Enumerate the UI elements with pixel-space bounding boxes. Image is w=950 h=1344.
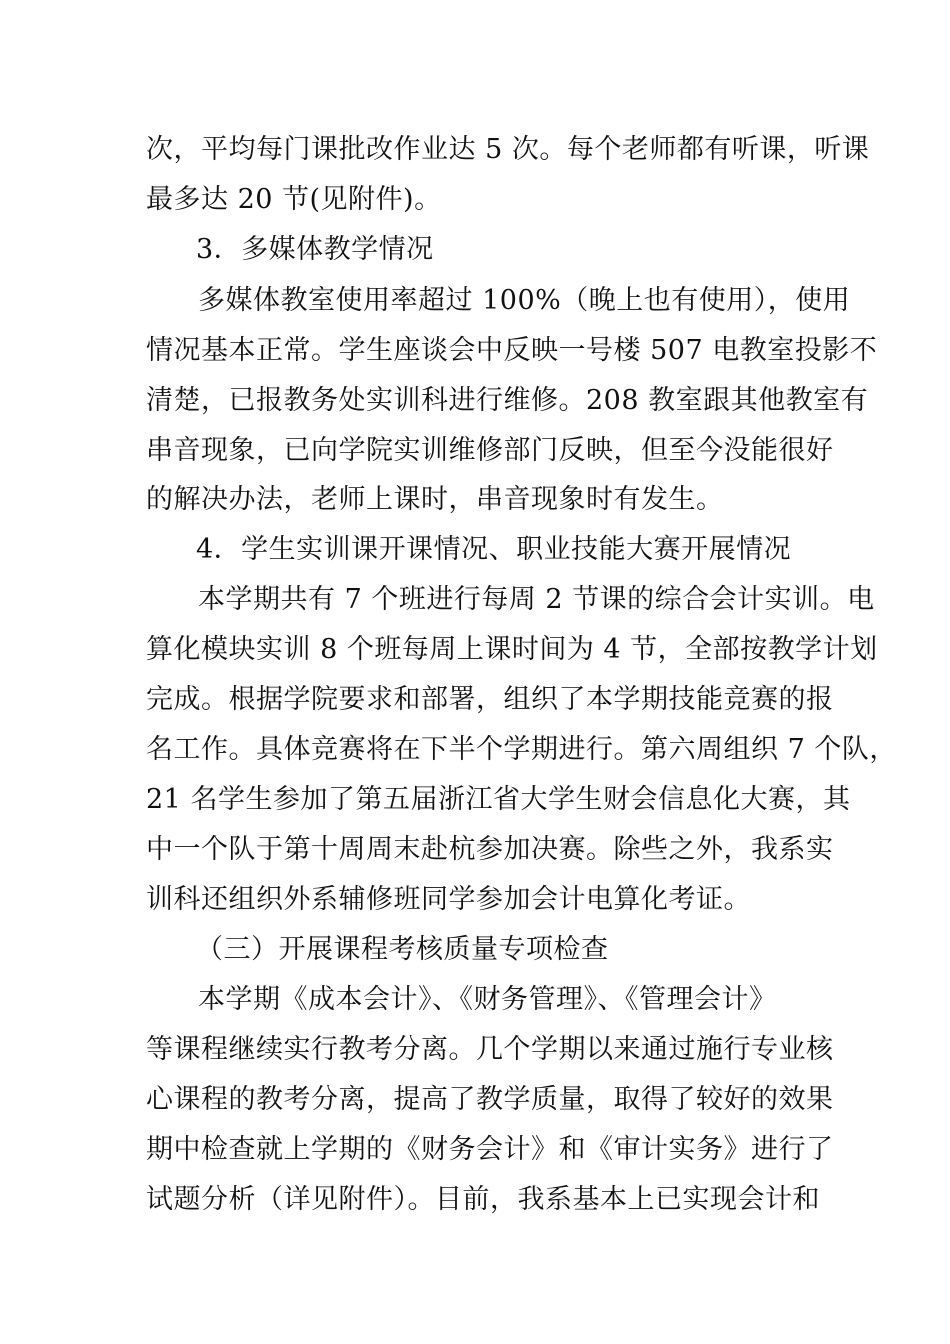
text-line: 试题分析（详见附件）。目前，我系基本上已实现会计和	[146, 1184, 820, 1215]
text-line: 串音现象，已向学院实训维修部门反映，但至今没能很好	[146, 435, 834, 466]
text-line: 名工作。具体竞赛将在下半个学期进行。第六周组织 7 个队，	[146, 734, 897, 765]
text-line: 最多达 20 节(见附件)。	[146, 184, 442, 215]
text-line: 心课程的教考分离，提高了教学质量，取得了较好的效果	[146, 1084, 834, 1115]
text-line: 算化模块实训 8 个班每周上课时间为 4 节，全部按教学计划	[146, 634, 878, 665]
paragraph-first-line: 多媒体教室使用率超过 100%（晚上也有使用），使用	[198, 285, 851, 316]
text-line: 清楚，已报教务处实训科进行维修。208 教室跟其他教室有	[146, 385, 869, 416]
text-line: 的解决办法，老师上课时，串音现象时有发生。	[146, 484, 724, 515]
text-line: 中一个队于第十周周末赴杭参加决赛。除些之外，我系实	[146, 834, 834, 865]
section-heading: 3．多媒体教学情况	[196, 234, 434, 265]
text-line: 次，平均每门课批改作业达 5 次。每个老师都有听课，听课	[146, 134, 870, 165]
text-line: 完成。根据学院要求和部署，组织了本学期技能竞赛的报	[146, 684, 834, 715]
text-line: 期中检查就上学期的《财务会计》和《审计实务》进行了	[146, 1134, 834, 1165]
paragraph-first-line: 本学期《成本会计》、《财务管理》、《管理会计》	[198, 984, 777, 1015]
text-line: 等课程继续实行教考分离。几个学期以来通过施行专业核	[146, 1034, 834, 1065]
section-heading: （三）开展课程考核质量专项检查	[196, 934, 609, 965]
section-heading: 4．学生实训课开课情况、职业技能大赛开展情况	[196, 534, 792, 565]
paragraph-first-line: 本学期共有 7 个班进行每周 2 节课的综合会计实训。电	[198, 584, 875, 615]
text-line: 训科还组织外系辅修班同学参加会计电算化考证。	[146, 884, 751, 915]
text-line: 21 名学生参加了第五届浙江省大学生财会信息化大赛，其	[146, 784, 851, 815]
text-line: 情况基本正常。学生座谈会中反映一号楼 507 电教室投影不	[146, 335, 878, 366]
